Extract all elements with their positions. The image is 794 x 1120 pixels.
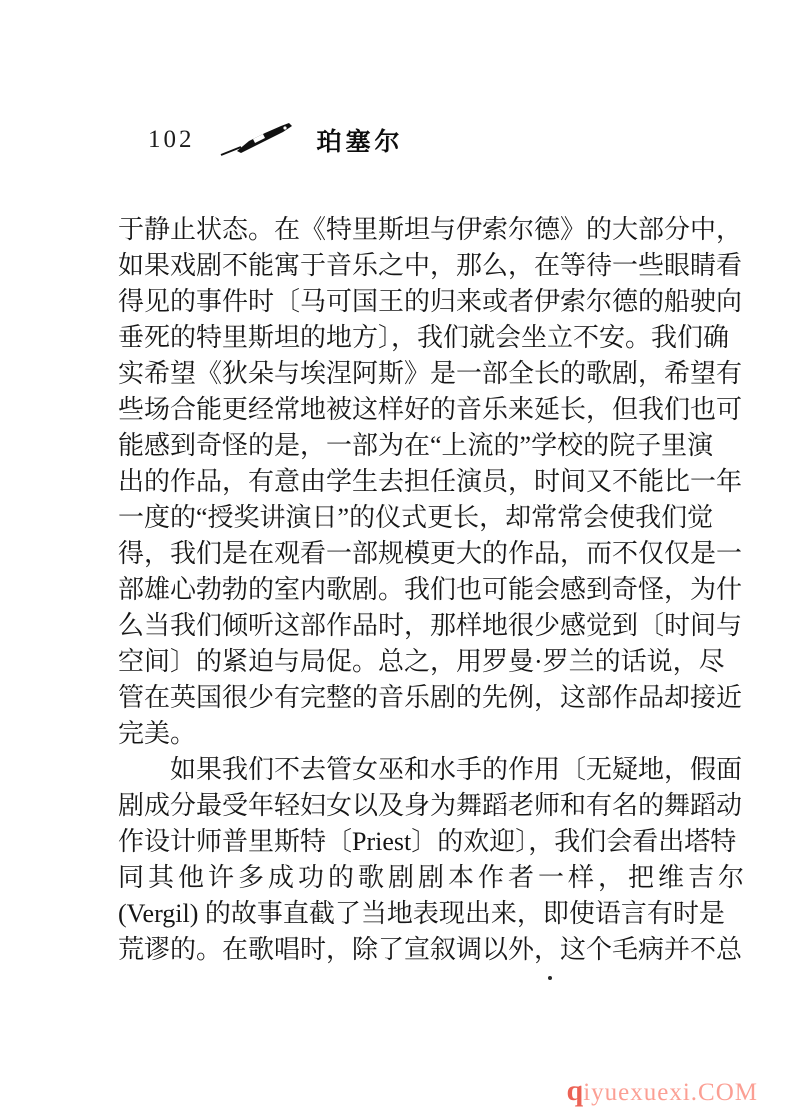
text-line: 剧成分最受年轻妇女以及身为舞蹈老师和有名的舞蹈动 (118, 791, 743, 820)
text-line: 管在英国很少有完整的音乐剧的先例，这部作品却接近 (118, 683, 743, 712)
book-title: 珀塞尔 (316, 129, 404, 156)
text-line: 部雄心勃勃的室内歌剧。我们也可能会感到奇怪，为什 (118, 575, 743, 604)
text-line: 作设计师普里斯特〔Priest〕的欢迎〕，我们会看出塔特 (118, 827, 737, 856)
ink-speck-artifact (548, 976, 552, 980)
text-line-paragraph-start: 如果我们不去管女巫和水手的作用〔无疑地，假面 (170, 755, 743, 784)
text-line: 完美。 (118, 719, 197, 748)
text-line: 如果戏剧不能寓于音乐之中，那么，在等待一些眼睛看 (118, 251, 743, 280)
text-line: 一度的“授奖讲演日”的仪式更长，却常常会使我们觉 (118, 503, 714, 532)
text-line: 同其他许多成功的歌剧剧本作者一样，把维吉尔 (118, 863, 749, 892)
site-watermark (567, 1074, 758, 1108)
text-line: 实希望《狄朵与埃涅阿斯》是一部全长的歌剧，希望有 (118, 359, 743, 388)
text-line: 些场合能更经常地被这样好的音乐来延长，但我们也可 (118, 395, 743, 424)
body-text (118, 212, 749, 968)
text-line: 垂死的特里斯坦的地方〕，我们就会坐立不安。我们确 (118, 323, 730, 352)
text-line: (Vergil) 的故事直截了当地表现出来，即使语言有时是 (118, 899, 725, 928)
text-line: 得，我们是在观看一部规模更大的作品，而不仅仅是一 (118, 539, 743, 568)
watermark-text: iyuexuexi.COM (583, 1079, 758, 1106)
text-line: 出的作品，有意由学生去担任演员，时间又不能比一年 (118, 467, 743, 496)
text-line: 荒谬的。在歌唱时，除了宣叙调以外，这个毛病并不总 (118, 935, 743, 964)
quill-pen-icon (219, 122, 295, 158)
text-line: 能感到奇怪的是，一部为在“上流的”学校的院子里演 (118, 431, 714, 460)
page-header (148, 122, 404, 158)
watermark-lead-letter: q (566, 1074, 584, 1107)
text-line: 得见的事件时〔马可国王的归来或者伊索尔德的船驶向 (118, 287, 743, 316)
text-line: 于静止状态。在《特里斯坦与伊索尔德》的大部分中， (118, 215, 743, 244)
text-line: 么当我们倾听这部作品时，那样地很少感觉到〔时间与 (118, 611, 743, 640)
page-number: 102 (148, 126, 195, 153)
text-line: 空间〕的紧迫与局促。总之，用罗曼·罗兰的话说，尽 (118, 647, 725, 676)
